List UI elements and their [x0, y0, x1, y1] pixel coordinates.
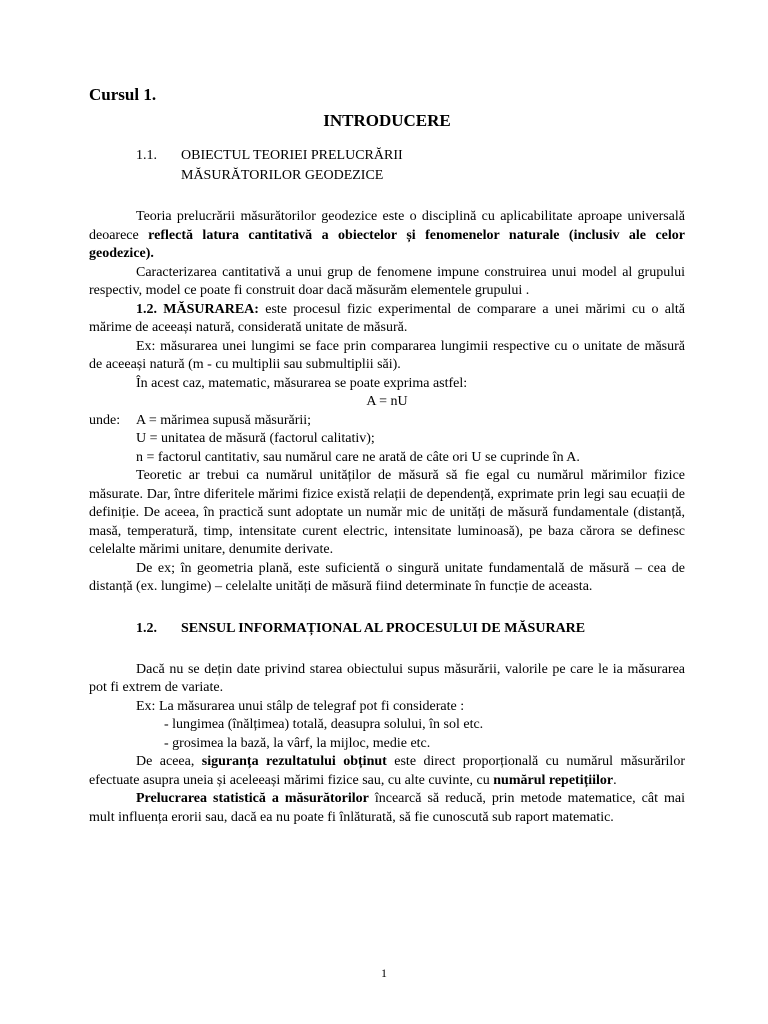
section-title-line-1: OBIECTUL TEORIEI PRELUCRĂRII: [181, 148, 403, 163]
section-heading-2: [136, 619, 685, 639]
definition-row: [89, 412, 685, 431]
formula: A = nU: [366, 394, 408, 409]
paragraph: [89, 208, 685, 264]
definition-text: A = mărimea supusă măsurării;: [136, 412, 312, 428]
paragraph-bold-text: siguranța rezultatului obținut: [201, 754, 387, 769]
document-content: [89, 84, 685, 827]
paragraph: Dacă nu se dețin date privind starea obiectului supus măsurării, valorile pe care le ia măsurarea pot fi extrem de variate.: [89, 661, 685, 695]
section-title: SENSUL INFORMAȚIONAL AL PROCESULUI DE MĂSURARE: [181, 620, 586, 636]
page-title: INTRODUCERE: [323, 111, 451, 130]
definition-text: U = unitatea de măsură (factorul calitativ);: [136, 431, 375, 446]
definition-text: n = factorul cantitativ, sau numărul care ne arată de câte ori U se cuprinde în A.: [136, 449, 580, 465]
paragraph: [89, 753, 685, 790]
paragraph: [89, 301, 685, 338]
paragraph: De ex; în geometria plană, este suficientă o singură unitate fundamentală de măsură – cea de distanță (ex. lungime) – celelalte unități de măsură fiind determinate în funcție de aceasta.: [89, 560, 685, 594]
section-number: 1.2.: [136, 620, 157, 636]
where-label: unde:: [89, 412, 121, 428]
section-title: [181, 146, 685, 186]
paragraph-text: este procesul fizic experimental de comparare a unei mărimi cu o altă mărime de aceeași natură, considerată unitate de măsură.: [89, 301, 685, 335]
paragraph-text: De aceea,: [136, 754, 202, 769]
course-label: Cursul 1.: [89, 85, 157, 104]
paragraph-text: încearcă să reducă, prin metode matematice, cât mai mult influența erorii sau, dacă ea nu poate fi înlăturată, să fie cunoscută sub raport matematic.: [89, 791, 685, 825]
list-item: - grosimea la bază, la vârf, la mijloc, medie etc.: [164, 735, 431, 751]
paragraph: Ex: La măsurarea unui stâlp de telegraf pot fi considerate :: [136, 698, 465, 714]
definition-term: 1.2. MĂSURAREA:: [136, 301, 259, 317]
paragraph-bold-text: numărul repetițiilor: [493, 772, 614, 788]
paragraph-text: .: [613, 772, 617, 788]
paragraph-text: Teoria prelucrării măsurătorilor geodezice este o disciplină cu aplicabilitate aproape universală deoarece: [89, 209, 685, 243]
paragraph: Caracterizarea cantitativă a unui grup de fenomene impune construirea unui model al grupului respectiv, model ce poate fi construit doar dacă măsurăm elementele grupului .: [89, 264, 685, 298]
paragraph-text: este direct proporțională cu numărul măsurărilor efectuate asupra uneia și aceleeași mărimi fizice sau, cu alte cuvinte, cu: [89, 754, 685, 788]
list-item: - lungimea (înălțimea) totală, deasupra solului, în sol etc.: [164, 717, 484, 732]
section-title-line-2: MĂSURĂTORILOR GEODEZICE: [181, 168, 384, 183]
paragraph-bold-text: reflectă latura cantitativă a obiectelor și fenomenelor naturale (inclusiv ale celor geodezice).: [89, 227, 685, 261]
paragraph-bold-text: Prelucrarea statistică a măsurătorilor: [136, 791, 369, 806]
section-heading-1: [136, 146, 685, 186]
section-number: 1.1.: [136, 148, 157, 163]
paragraph: Ex: măsurarea unei lungimi se face prin compararea lungimii respective cu o unitate de măsură de aceeași natură (m - cu multiplii sau submultiplii săi).: [89, 338, 685, 372]
page-number: 1: [381, 966, 387, 980]
paragraph: În acest caz, matematic, măsurarea se poate exprima astfel:: [136, 375, 468, 391]
paragraph: Teoretic ar trebui ca numărul unităților de măsură să fie egal cu numărul mărimilor fizice măsurate. Dar, între diferitele mărimi fizice există relații de dependență, exprimate prin legi sau ecuații de definiție. De aceea, în practică sunt adoptate un număr mic de unități de măsură fundamentale (distanță, masă, temperatură, timp, intensitate curent electric, intensitate luminoasă), pe baza cărora se definesc celelalte mărimi unitare, denumite derivate.: [89, 468, 685, 557]
paragraph: [89, 790, 685, 827]
